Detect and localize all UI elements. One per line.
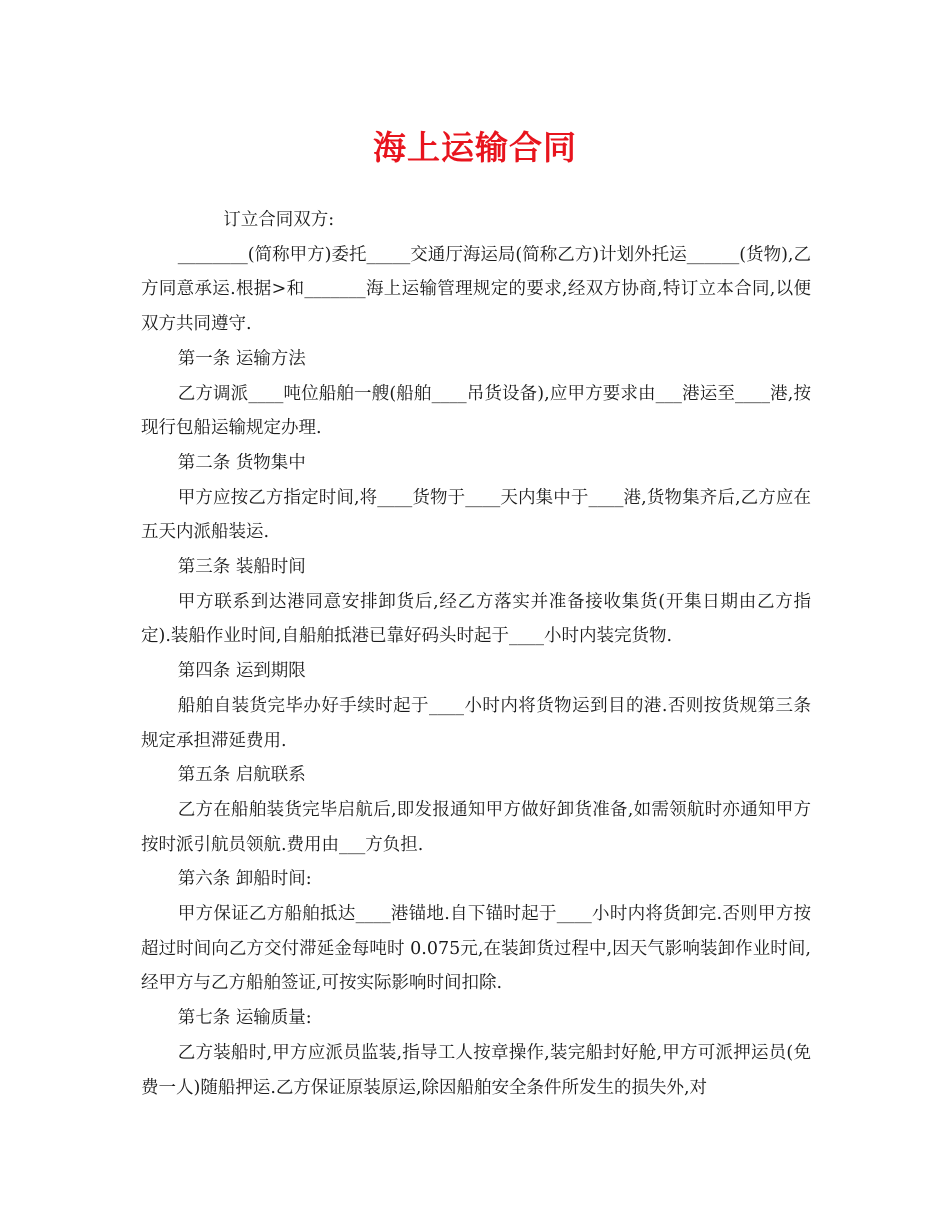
article-3-text: 甲方联系到达港同意安排卸货后,经乙方落实并准备接收集货(开集日期由乙方指定).装船作业时间,自船舶抵港已靠好码头时起于____小时内装完货物. [141, 591, 811, 647]
article-3-heading: 第三条 装船时间 [177, 557, 306, 578]
article-1-heading: 第一条 运输方法 [177, 348, 306, 369]
article-7-text: 乙方装船时,甲方应派员监装,指导工人按章操作,装完船封好舱,甲方可派押运员(免费一人)随船押运.乙方保证原装原运,除因船舶安全条件所发生的损失外,对 [141, 1042, 811, 1098]
article-2-text: 甲方应按乙方指定时间,将____货物于____天内集中于____港,货物集齐后,乙方应在五天内派船装运. [141, 487, 811, 543]
document-title: 海上运输合同 [373, 128, 577, 167]
preamble-paragraph: ________(简称甲方)委托_____交通厅海运局(简称乙方)计划外托运______(货物),乙方同意承运.根据>和_______海上运输管理规定的要求,经双方协商,特订立本合同,以便双方共同遵守. [141, 244, 811, 335]
article-6-heading: 第六条 卸船时间: [177, 869, 312, 890]
article-5-text: 乙方在船舶装货完毕启航后,即发报通知甲方做好卸货准备,如需领航时亦通知甲方按时派引航员领航.费用由___方负担. [141, 799, 811, 855]
article-4-text: 船舶自装货完毕办好手续时起于____小时内将货物运到目的港.否则按货规第三条规定承担滞延费用. [141, 695, 811, 751]
article-2-heading: 第二条 货物集中 [177, 452, 306, 473]
parties-heading: 订立合同双方: [223, 210, 335, 230]
article-7-heading: 第七条 运输质量: [177, 1008, 312, 1029]
article-5-heading: 第五条 启航联系 [177, 765, 306, 786]
article-6-text: 甲方保证乙方船舶抵达____港锚地.自下锚时起于____小时内将货卸完.否则甲方按超过时间向乙方交付滞延金每吨时 0.075元,在装卸货过程中,因天气影响装卸作业时间,经甲方与乙方船舶签证,可按实际影响时间扣除. [141, 904, 811, 994]
contract-body [141, 203, 811, 1105]
article-4-heading: 第四条 运到期限 [177, 661, 306, 682]
article-1-text: 乙方调派____吨位船舶一艘(船舶____吊货设备),应甲方要求由___港运至____港,按现行包船运输规定办理. [141, 383, 811, 439]
